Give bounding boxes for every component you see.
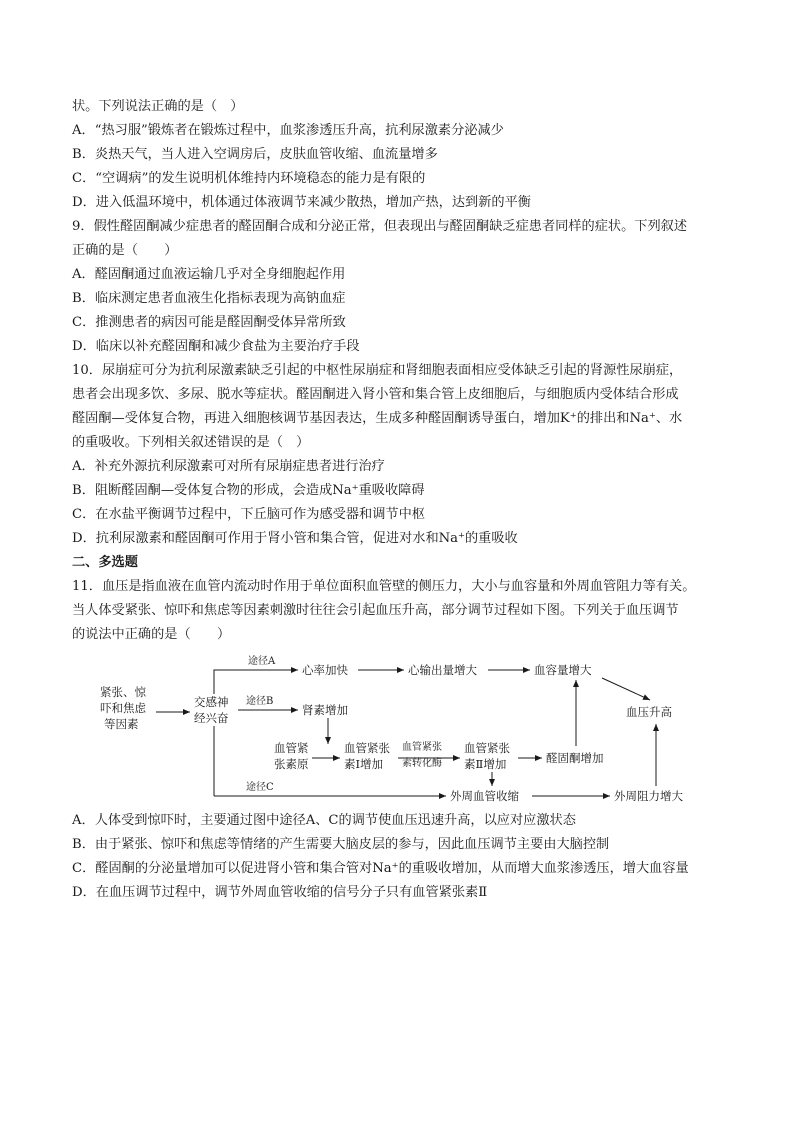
option-line: D．抗利尿激素和醛固酮可作用于肾小管和集合管，促进对水和Na⁺的重吸收 <box>72 531 518 546</box>
aldosterone-node: 醛固酮增加 <box>546 751 604 765</box>
ang1-label-1: 血管紧张 <box>344 741 390 755</box>
enzyme-label-1: 血管紧张 <box>402 742 442 753</box>
option-line: A．醛固酮通过血液运输几乎对全身细胞起作用 <box>72 267 346 282</box>
blood-pressure-regulation-diagram <box>90 652 710 808</box>
blood-volume-node: 血容量增大 <box>534 663 592 677</box>
path-b-label: 途径B <box>246 696 274 707</box>
renin-node: 肾素增加 <box>302 703 348 717</box>
option-line: A．补充外源抗利尿激素可对所有尿崩症患者进行治疗 <box>72 459 385 474</box>
ang1-label-2: 素Ⅰ增加 <box>344 757 384 771</box>
sympathetic-label-2: 经兴奋 <box>194 711 229 725</box>
text-line: 状。下列说法正确的是（ ） <box>72 99 244 114</box>
option-line: D．在血压调节过程中，调节外周血管收缩的信号分子只有血管紧张素Ⅱ <box>72 885 488 900</box>
ang2-label-1: 血管紧张 <box>464 741 510 755</box>
question-stem: 患者会出现多饮、多尿、脱水等症状。醛固酮进入肾小管和集合管上皮细胞后，与细胞质内受体结合形成 <box>72 387 679 402</box>
question-stem: 正确的是（ ） <box>72 243 178 258</box>
path-c-label: 途径C <box>246 782 274 793</box>
option-line: B．临床测定患者血液生化指标表现为高钠血症 <box>72 291 346 306</box>
option-line: C．醛固酮的分泌量增加可以促进肾小管和集合管对Na⁺的重吸收增加，从而增大血浆渗透压，增大血容量 <box>72 861 689 876</box>
question-stem: 当人体受紧张、惊吓和焦虑等因素刺激时往往会引起血压升高，部分调节过程如下图。下列关于血压调节 <box>72 603 679 618</box>
peripheral-contraction-node: 外周血管收缩 <box>450 789 519 803</box>
enzyme-label-2: 素转化酶 <box>402 758 442 769</box>
stimulus-label-1: 紧张、惊 <box>100 685 146 699</box>
question-stem: 11．血压是指血液在血管内流动时作用于单位面积血管壁的侧压力，大小与血容量和外周血管阻力等有关。 <box>72 579 696 594</box>
trunk-top <box>214 670 298 694</box>
cardiac-output-node: 心输出量增大 <box>408 663 477 677</box>
angiotensinogen-label-1: 血管紧 <box>274 741 309 755</box>
option-line: B．炎热天气，当人进入空调房后，皮肤血管收缩、血流量增多 <box>72 147 438 162</box>
question-stem: 9．假性醛固酮减少症患者的醛固酮合成和分泌正常，但表现出与醛固酮缺乏症患者同样的症状。下列叙述 <box>72 219 688 234</box>
path-a-label: 途径A <box>248 656 276 667</box>
stimulus-label-3: 等因素 <box>104 717 139 731</box>
option-line: C．推测患者的病因可能是醛固酮受体异常所致 <box>72 315 346 330</box>
option-line: A．人体受到惊吓时，主要通过图中途径A、C的调节使血压迅速升高，以应对应激状态 <box>72 813 576 828</box>
option-line: C．“空调病”的发生说明机体维持内环境稳态的能力是有限的 <box>72 171 426 186</box>
section-heading: 二、多选题 <box>72 555 138 570</box>
sympathetic-label-1: 交感神 <box>194 695 229 709</box>
ang2-label-2: 素Ⅱ增加 <box>464 757 507 771</box>
option-line: A．“热习服”锻炼者在锻炼过程中，血浆渗透压升高，抗利尿激素分泌减少 <box>72 123 504 138</box>
question-stem: 10．尿崩症可分为抗利尿激素缺乏引起的中枢性尿崩症和肾细胞表面相应受体缺乏引起的肾源性尿崩症， <box>72 363 683 378</box>
bp-rise-node: 血压升高 <box>626 705 672 719</box>
option-line: D．临床以补充醛固酮和减少食盐为主要治疗手段 <box>72 339 360 354</box>
peripheral-resistance-node: 外周阻力增大 <box>614 789 683 803</box>
heart-rate-node: 心率加快 <box>302 663 348 677</box>
question-stem: 的说法中正确的是（ ） <box>72 627 231 642</box>
option-line: D．进入低温环境中，机体通过体液调节来减少散热，增加产热，达到新的平衡 <box>72 195 531 210</box>
question-stem: 醛固酮—受体复合物，再进入细胞核调节基因表达，生成多种醛固酮诱导蛋白，增加K⁺的排出和Na⁺、水 <box>72 411 683 426</box>
option-line: C．在水盐平衡调节过程中，下丘脑可作为感受器和调节中枢 <box>72 507 425 522</box>
stimulus-label-2: 吓和焦虑 <box>100 701 146 715</box>
angiotensinogen-label-2: 张素原 <box>274 757 309 771</box>
option-line: B．阻断醛固酮—受体复合物的形成，会造成Na⁺重吸收障碍 <box>72 483 425 498</box>
arrow-volume-bp <box>602 678 650 700</box>
option-line: B．由于紧张、惊吓和焦虑等情绪的产生需要大脑皮层的参与，因此血压调节主要由大脑控制 <box>72 837 610 852</box>
question-stem: 的重吸收。下列相关叙述错误的是（ ） <box>72 435 310 450</box>
